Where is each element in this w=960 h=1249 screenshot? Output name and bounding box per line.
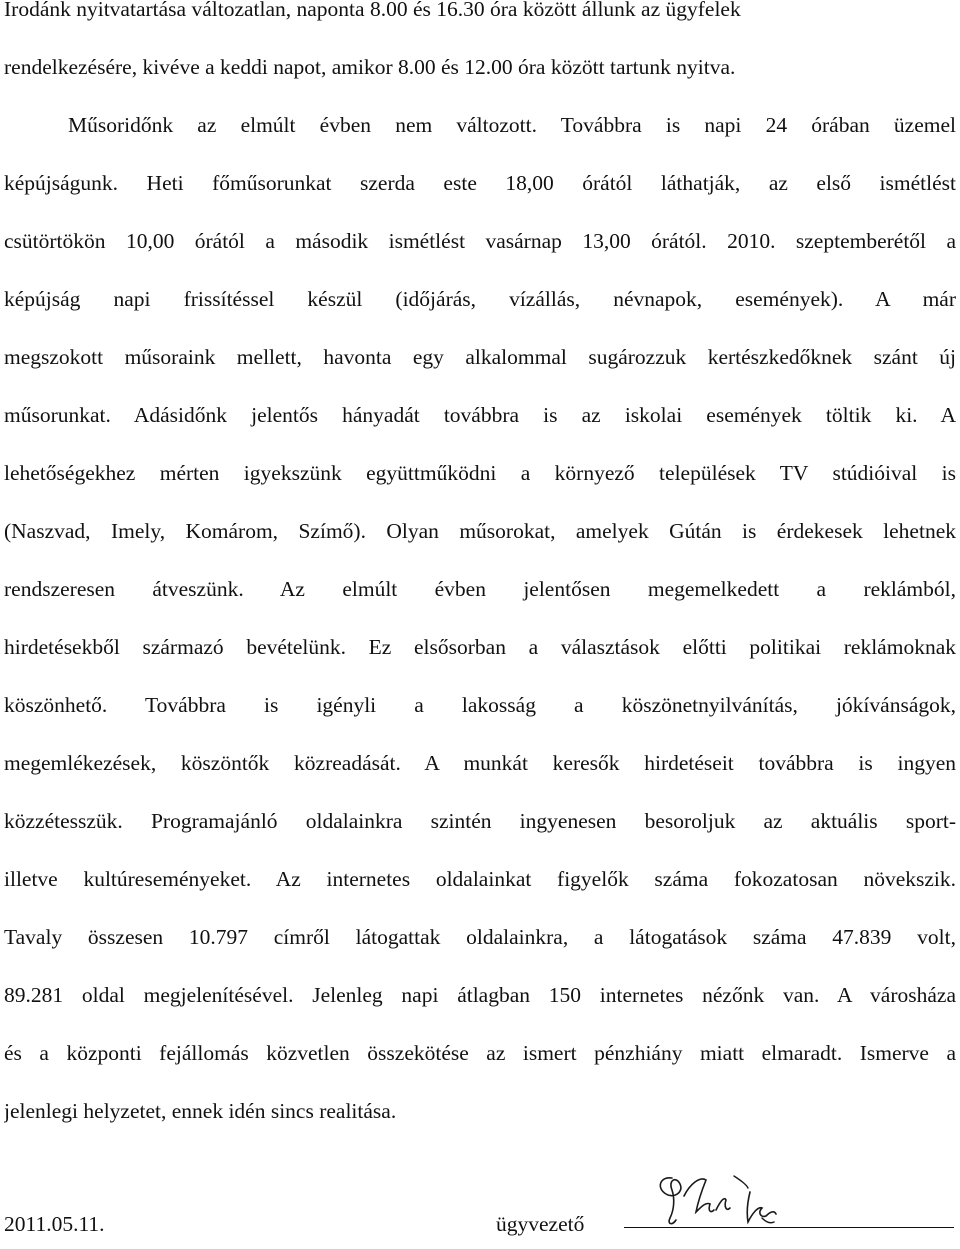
text-line: Irodánk nyitvatartása változatlan, naponta 8.00 és 16.30 óra között állunk az ügyfelek [4,0,741,21]
text-line: megemlékezések, köszöntők közreadását. A munkát keresők hirdetéseit továbbra is ingyen [4,751,956,775]
text-line: 89.281 oldal megjelenítésével. Jelenleg napi átlagban 150 internetes nézőnk van. A városháza [4,983,956,1007]
text-line: köszönhető. Továbbra is igényli a lakosság a köszönetnyilvánítás, jókívánságok, [4,693,956,717]
text-line: rendelkezésére, kivéve a keddi napot, amikor 8.00 és 12.00 óra között tartunk nyitva. [4,55,736,79]
text-line: lehetőségekhez mérten igyekszünk együttműködni a környező települések TV stúdióival is [4,461,956,485]
signer-role: ügyvezető [496,1212,585,1236]
signature-line [624,1227,954,1228]
text-line: képújságunk. Heti főműsorunkat szerda este 18,00 órától láthatják, az első ismétlést [4,171,956,195]
text-line: megszokott műsoraink mellett, havonta egy alkalommal sugározzuk kertészkedőknek szánt új [4,345,956,369]
text-line: képújság napi frissítéssel készül (időjárás, vízállás, névnapok, események). A már [4,287,956,311]
text-line: Műsoridőnk az elmúlt évben nem változott. Továbbra is napi 24 órában üzemel [68,113,956,137]
text-line: hirdetésekből származó bevételünk. Ez elsősorban a választások előtti politikai reklámoknak [4,635,956,659]
text-line: rendszeresen átveszünk. Az elmúlt évben jelentősen megemelkedett a reklámból, [4,577,956,601]
handwritten-signature [650,1166,790,1236]
text-line: és a központi fejállomás közvetlen összekötése az ismert pénzhiány miatt elmaradt. Ismerve a [4,1041,956,1065]
text-line: Tavaly összesen 10.797 címről látogattak oldalainkra, a látogatások száma 47.839 volt, [4,925,956,949]
text-line: csütörtökön 10,00 órától a második ismétlést vasárnap 13,00 órától. 2010. szeptemberétől a [4,229,956,253]
document-date: 2011.05.11. [4,1212,105,1236]
text-line: illetve kultúreseményeket. Az internetes oldalainkat figyelők száma fokozatosan növekszik. [4,867,956,891]
text-line: jelenlegi helyzetet, ennek idén sincs realitása. [4,1099,397,1123]
text-line: (Naszvad, Imely, Komárom, Szímő). Olyan műsorokat, amelyek Gútán is érdekesek lehetnek [4,519,956,543]
text-line: műsorunkat. Adásidőnk jelentős hányadát továbbra is az iskolai események töltik ki. A [4,403,956,427]
text-line: közzétesszük. Programajánló oldalainkra szintén ingyenesen besoroljuk az aktuális sport- [4,809,956,833]
